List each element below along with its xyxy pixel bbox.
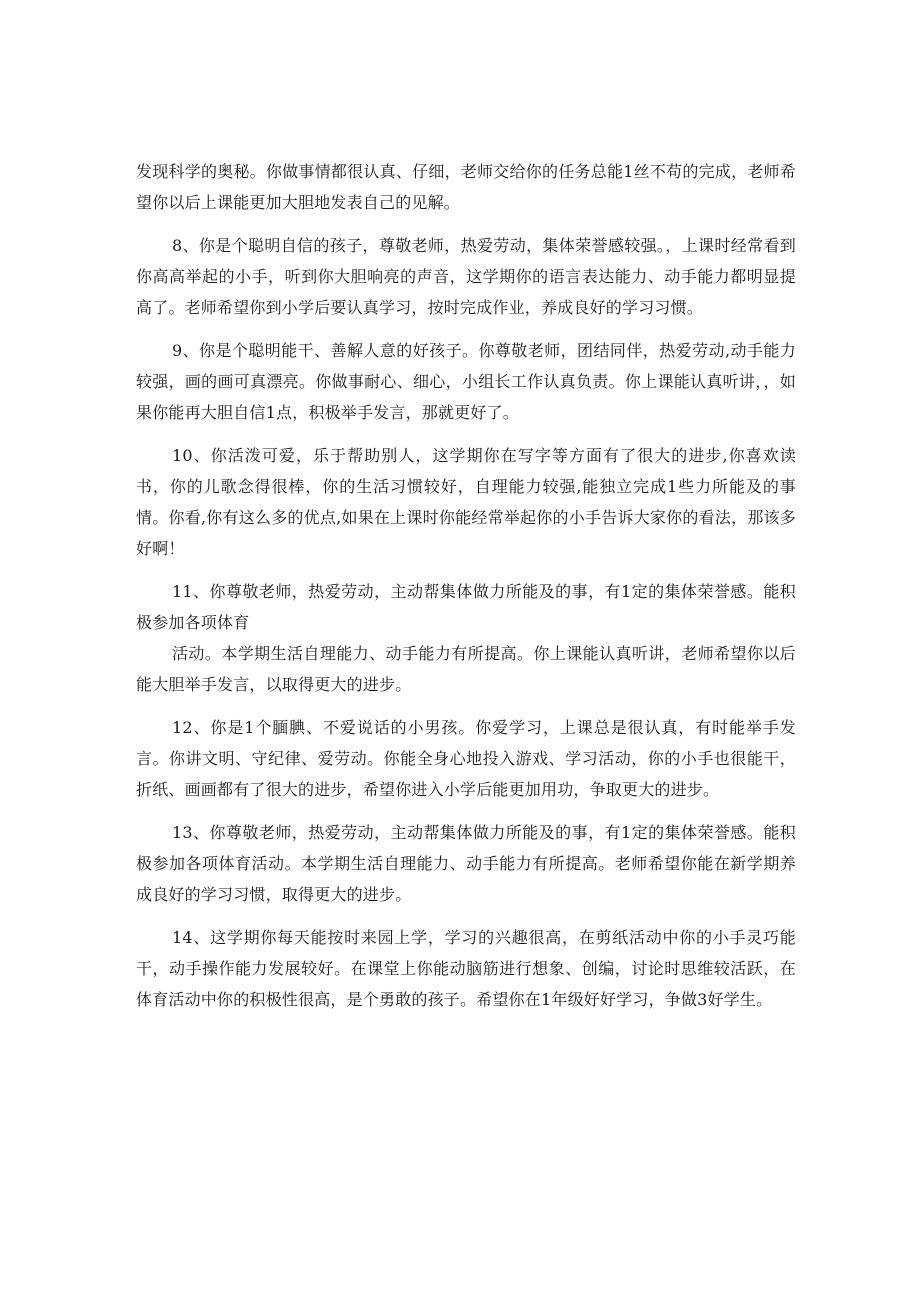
paragraph-comment-10: 10、你活泼可爱，乐于帮助别人，这学期你在写字等方面有了很大的进步,你喜欢读书，你的儿歌念得很棒，你的生活习惯较好，自理能力较强,能独立完成1些力所能及的事情。你看,你有这么多的优点,如果在上课时你能经常举起你的小手告诉大家你的看法，那该多好啊！ (136, 446, 796, 558)
paragraph-comment-9: 9、你是个聪明能干、善解人意的好孩子。你尊敬老师，团结同伴，热爱劳动,动手能力较强，画的画可真漂亮。你做事耐心、细心，小组长工作认真负责。你上课能认真听讲，，如果你能再大胆自信1点，积极举手发言，那就更好了。 (136, 341, 796, 422)
paragraph-comment-14: 14、这学期你每天能按时来园上学，学习的兴趣很高，在剪纸活动中你的小手灵巧能干，动手操作能力发展较好。在课堂上你能动脑筋进行想象、创编，讨论时思维较活跃，在体育活动中你的积极性很高，是个勇敢的孩子。希望你在1年级好好学习，争做3好学生。 (136, 928, 796, 1009)
paragraph-comment-11: 11、你尊敬老师，热爱劳动，主动帮集体做力所能及的事，有1定的集体荣誉感。能积极参加各项体育 (136, 582, 796, 632)
paragraph-continuation: 发现科学的奥秘。你做事情都很认真、仔细，老师交给你的任务总能1丝不苟的完成，老师希望你以后上课能更加大胆地发表自己的见解。 (136, 162, 796, 212)
paragraph-comment-13: 13、你尊敬老师，热爱劳动，主动帮集体做力所能及的事，有1定的集体荣誉感。能积极参加各项体育活动。本学期生活自理能力、动手能力有所提高。老师希望你能在新学期养成良好的学习习惯，取得更大的进步。 (136, 823, 796, 904)
document-body (136, 156, 796, 1027)
paragraph-comment-12: 12、你是1个腼腆、不爱说话的小男孩。你爱学习，上课总是很认真，有时能举手发言。你讲文明、守纪律、爱劳动。你能全身心地投入游戏、学习活动，你的小手也很能干，折纸、画画都有了很大的进步，希望你进入小学后能更加用功，争取更大的进步。 (136, 718, 796, 799)
paragraph-comment-8: 8、你是个聪明自信的孩子，尊敬老师，热爱劳动，集体荣誉感较强。，上课时经常看到你高高举起的小手，听到你大胆响亮的声音，这学期你的语言表达能力、动手能力都明显提高了。老师希望你到小学后要认真学习，按时完成作业，养成良好的学习习惯。 (136, 236, 796, 317)
paragraph-comment-11-continued: 活动。本学期生活自理能力、动手能力有所提高。你上课能认真听讲，老师希望你以后能大胆举手发言，以取得更大的进步。 (136, 644, 796, 694)
